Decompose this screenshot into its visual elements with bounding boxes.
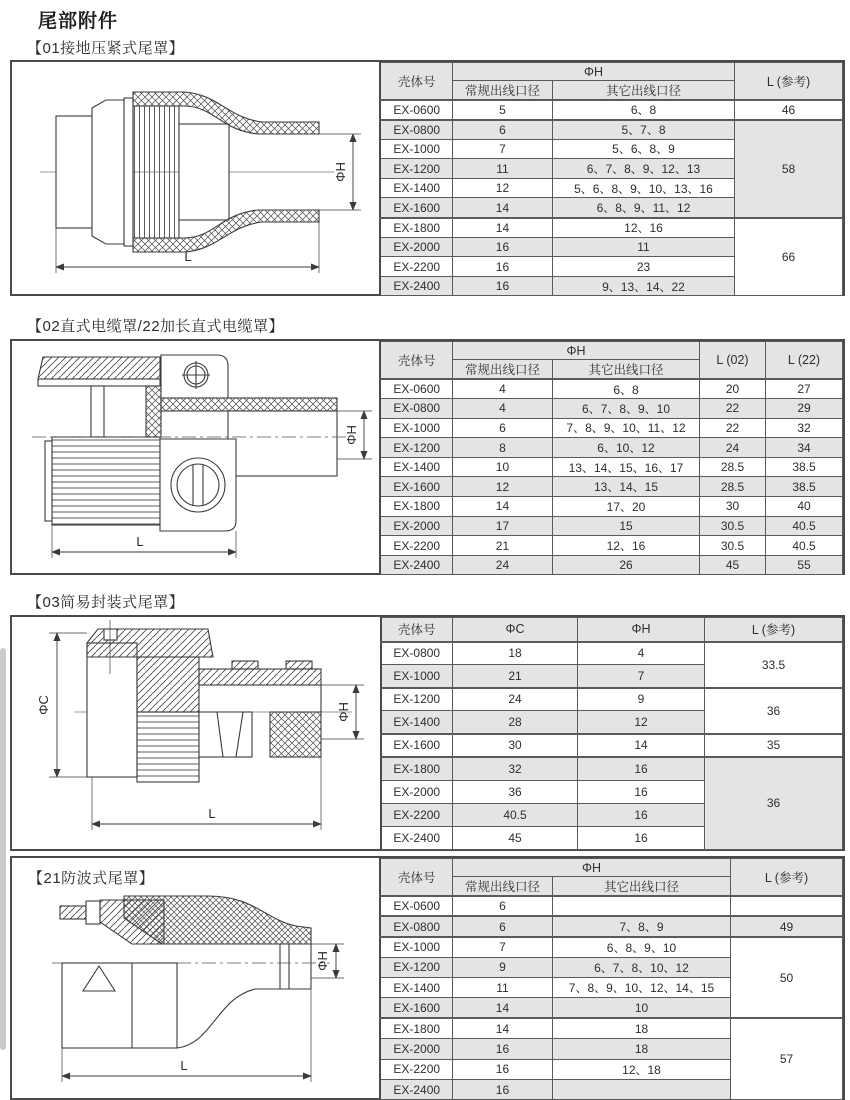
table-cell: 12、16: [552, 536, 699, 556]
table-cell: 6: [452, 120, 552, 140]
table-cell: 7、8、9: [552, 916, 730, 936]
table-cell: 49: [731, 916, 843, 936]
table-cell: 6、8、9、11、12: [552, 198, 734, 218]
table-row: [380, 536, 842, 556]
table-cell: 16: [452, 257, 552, 277]
table-cell: 58: [735, 120, 843, 218]
table-cell: EX-0800: [380, 916, 452, 936]
technical-drawing-01: [12, 62, 381, 294]
table-cell: EX-2200: [380, 1059, 452, 1079]
table-cell: EX-2400: [380, 555, 452, 575]
table-cell: 22: [700, 399, 766, 419]
table-cell: EX-1400: [380, 178, 452, 198]
table-row: [380, 418, 842, 438]
section-title-03: 【03简易封装式尾罩】: [27, 594, 185, 611]
table-header-row: [381, 618, 843, 642]
table-cell: 6、8: [552, 379, 699, 399]
table-cell: 6、7、8、9、12、13: [552, 159, 734, 179]
table-cell: 16: [452, 1080, 552, 1100]
dim-label-phi-c: ΦC: [36, 695, 51, 715]
table-cell: 29: [766, 399, 843, 419]
table-row: [380, 477, 842, 497]
table-cell: EX-1000: [381, 665, 453, 688]
table-cell: 36: [453, 780, 578, 803]
table-cell: EX-2200: [380, 257, 452, 277]
table-cell: 35: [705, 734, 843, 757]
section-title-01: 【01接地压紧式尾罩】: [27, 40, 185, 57]
table-cell: EX-1400: [381, 711, 453, 734]
column-header: L (参考): [705, 618, 843, 642]
table-cell: 9: [578, 688, 705, 711]
table-cell: 24: [700, 438, 766, 458]
table-cell: 14: [452, 497, 552, 517]
table-cell: 14: [452, 198, 552, 218]
table-cell: 40: [766, 497, 843, 517]
table-cell: 9: [452, 957, 552, 977]
column-header: 壳体号: [380, 63, 452, 101]
table-cell: 7、8、9、10、11、12: [552, 418, 699, 438]
table-cell: EX-1600: [380, 998, 452, 1018]
table-cell: 16: [578, 780, 705, 803]
table-row: [380, 555, 842, 575]
table-row: [380, 916, 842, 936]
table-cell: 22: [700, 418, 766, 438]
table-cell: 11: [452, 159, 552, 179]
technical-drawing-02: [12, 341, 381, 573]
table-cell: 32: [766, 418, 843, 438]
table-cell: EX-1400: [380, 457, 452, 477]
section-title-21: 【21防波式尾罩】: [28, 870, 155, 887]
table-cell: 27: [766, 379, 843, 399]
column-header: 常规出线口径: [452, 877, 552, 897]
table-cell: 16: [452, 1059, 552, 1079]
column-header: 常规出线口径: [452, 81, 552, 101]
table-cell: 12: [452, 178, 552, 198]
table-row: [380, 379, 842, 399]
table-row: [380, 457, 842, 477]
table-header-row: [380, 859, 842, 877]
table-cell: 12、18: [552, 1059, 730, 1079]
table-cell: EX-1800: [380, 1018, 452, 1038]
table-cell: EX-1600: [381, 734, 453, 757]
table-cell: 14: [452, 1018, 552, 1038]
table-cell: [731, 896, 843, 916]
table-cell: EX-1000: [380, 139, 452, 159]
table-cell: 57: [731, 1018, 843, 1100]
table-cell: 16: [578, 803, 705, 826]
dim-label-phi-h: ΦH: [315, 951, 330, 971]
table-cell: EX-0800: [381, 642, 453, 665]
table-cell: 4: [452, 379, 552, 399]
table-cell: 45: [700, 555, 766, 575]
column-header: ΦH: [452, 859, 730, 877]
table-row: [380, 399, 842, 419]
table-cell: 6、10、12: [552, 438, 699, 458]
table-row: [380, 218, 842, 238]
table-cell: EX-1800: [381, 757, 453, 780]
table-cell: EX-2000: [380, 516, 452, 536]
table-cell: 36: [705, 688, 843, 734]
section-title-02: 【02直式电缆罩/22加长直式电缆罩】: [27, 318, 285, 335]
table-cell: EX-2000: [380, 1039, 452, 1059]
column-header: L (02): [700, 342, 766, 380]
table-cell: 14: [578, 734, 705, 757]
dim-label-phi-h: ΦH: [344, 425, 359, 445]
table-cell: EX-1600: [380, 198, 452, 218]
table-cell: 36: [705, 757, 843, 849]
table-cell: 18: [552, 1039, 730, 1059]
table-cell: EX-1200: [381, 688, 453, 711]
table-row: [380, 896, 842, 916]
table-cell: 7: [452, 937, 552, 957]
table-cell: 38.5: [766, 477, 843, 497]
table-cell: 11: [452, 978, 552, 998]
column-header: L (22): [766, 342, 843, 380]
table-cell: EX-1200: [380, 957, 452, 977]
table-cell: 50: [731, 937, 843, 1019]
table-cell: 17、20: [552, 497, 699, 517]
table-cell: 7: [578, 665, 705, 688]
table-cell: 12、16: [552, 218, 734, 238]
data-table-03: [380, 617, 844, 850]
table-cell: 18: [552, 1018, 730, 1038]
column-header: ΦH: [452, 342, 699, 360]
table-cell: [552, 896, 730, 916]
data-table-02: [379, 341, 843, 575]
table-row: [381, 757, 843, 780]
table-cell: EX-1200: [380, 438, 452, 458]
table-row: [381, 688, 843, 711]
table-cell: 45: [453, 826, 578, 849]
table-cell: EX-1200: [380, 159, 452, 179]
table-cell: 5、6、8、9、10、13、16: [552, 178, 734, 198]
table-row: [380, 937, 842, 957]
table-cell: 24: [452, 555, 552, 575]
table-cell: 6、8、9、10: [552, 937, 730, 957]
table-cell: 21: [452, 536, 552, 556]
table-cell: 38.5: [766, 457, 843, 477]
column-header: L (参考): [731, 859, 843, 897]
table-cell: 10: [452, 457, 552, 477]
section-box-21: [10, 856, 845, 1100]
section-box-01: [10, 60, 845, 296]
table-cell: 28.5: [700, 457, 766, 477]
table-cell: EX-2400: [381, 826, 453, 849]
column-header: L (参考): [735, 63, 843, 101]
table-cell: 4: [578, 642, 705, 665]
table-cell: 26: [552, 555, 699, 575]
table-cell: 7: [452, 139, 552, 159]
table-cell: 23: [552, 257, 734, 277]
section-box-03: [10, 615, 845, 851]
table-cell: EX-2000: [380, 237, 452, 257]
table-cell: 8: [452, 438, 552, 458]
column-header: 常规出线口径: [452, 360, 552, 380]
table-cell: 16: [578, 757, 705, 780]
table-cell: 18: [453, 642, 578, 665]
table-cell: EX-2400: [380, 1080, 452, 1100]
column-header: 壳体号: [380, 859, 452, 897]
table-cell: 40.5: [766, 536, 843, 556]
table-cell: 6、8: [552, 100, 734, 120]
column-header: 其它出线口径: [552, 360, 699, 380]
table-cell: 14: [452, 218, 552, 238]
table-cell: 32: [453, 757, 578, 780]
table-cell: 10: [552, 998, 730, 1018]
table-cell: 16: [452, 1039, 552, 1059]
column-header: 壳体号: [381, 618, 453, 642]
section-box-02: [10, 339, 845, 575]
table-row: [380, 120, 842, 140]
table-cell: 6、7、8、9、10: [552, 399, 699, 419]
table-cell: 33.5: [705, 642, 843, 688]
table-cell: 55: [766, 555, 843, 575]
table-cell: 5、7、8: [552, 120, 734, 140]
column-header: 其它出线口径: [552, 877, 730, 897]
dim-label-phi-h: ΦH: [333, 162, 348, 182]
table-cell: 24: [453, 688, 578, 711]
dim-label-l: L: [208, 806, 216, 821]
dim-label-l: L: [184, 249, 192, 264]
table-cell: 16: [452, 276, 552, 296]
table-cell: [552, 1080, 730, 1100]
table-cell: 12: [452, 477, 552, 497]
technical-drawing-03: [12, 617, 381, 849]
table-cell: EX-0600: [380, 379, 452, 399]
table-cell: EX-0800: [380, 399, 452, 419]
table-cell: EX-1600: [380, 477, 452, 497]
table-row: [380, 438, 842, 458]
table-cell: 20: [700, 379, 766, 399]
table-cell: 30.5: [700, 516, 766, 536]
table-cell: EX-1800: [380, 497, 452, 517]
table-header-row: [380, 342, 842, 360]
table-cell: 5、6、8、9: [552, 139, 734, 159]
page-edge-shadow: [0, 648, 6, 1050]
table-cell: 6: [452, 896, 552, 916]
table-cell: EX-1000: [380, 418, 452, 438]
table-cell: 30: [700, 497, 766, 517]
table-cell: 4: [452, 399, 552, 419]
table-cell: 28: [453, 711, 578, 734]
data-table-01: [379, 62, 843, 296]
table-row: [380, 1018, 842, 1038]
table-cell: EX-2000: [381, 780, 453, 803]
table-cell: 17: [452, 516, 552, 536]
table-header-row: [380, 63, 842, 81]
table-cell: 11: [552, 237, 734, 257]
page-title: 尾部附件: [38, 11, 119, 32]
table-cell: 46: [735, 100, 843, 120]
technical-drawing-21: [12, 858, 381, 1098]
table-row: [381, 734, 843, 757]
table-cell: 14: [452, 998, 552, 1018]
column-header: ΦC: [453, 618, 578, 642]
dim-label-l: L: [180, 1058, 188, 1073]
column-header: 壳体号: [380, 342, 452, 380]
table-cell: 13、14、15、16、17: [552, 457, 699, 477]
table-cell: 40.5: [766, 516, 843, 536]
table-cell: EX-1000: [380, 937, 452, 957]
table-cell: 13、14、15: [552, 477, 699, 497]
table-cell: EX-0800: [380, 120, 452, 140]
table-cell: 21: [453, 665, 578, 688]
column-header: ΦH: [452, 63, 734, 81]
table-row: [380, 497, 842, 517]
table-cell: 34: [766, 438, 843, 458]
table-cell: 12: [578, 711, 705, 734]
data-table-21: [379, 858, 843, 1100]
table-cell: 9、13、14、22: [552, 276, 734, 296]
table-cell: 6、7、8、10、12: [552, 957, 730, 977]
table-cell: EX-0600: [380, 896, 452, 916]
table-cell: EX-2200: [381, 803, 453, 826]
dim-label-phi-h: ΦH: [336, 702, 351, 722]
table-row: [380, 516, 842, 536]
table-row: [381, 642, 843, 665]
table-cell: 66: [735, 218, 843, 296]
column-header: ΦH: [578, 618, 705, 642]
table-cell: EX-2200: [380, 536, 452, 556]
table-cell: EX-0600: [380, 100, 452, 120]
table-cell: 16: [578, 826, 705, 849]
table-cell: 40.5: [453, 803, 578, 826]
table-row: [380, 100, 842, 120]
table-cell: 30: [453, 734, 578, 757]
column-header: 其它出线口径: [552, 81, 734, 101]
table-cell: 16: [452, 237, 552, 257]
table-cell: EX-1400: [380, 978, 452, 998]
table-cell: 6: [452, 418, 552, 438]
table-cell: 7、8、9、10、12、14、15: [552, 978, 730, 998]
table-cell: EX-2400: [380, 276, 452, 296]
dim-label-l: L: [136, 534, 144, 549]
table-cell: 6: [452, 916, 552, 936]
table-cell: 15: [552, 516, 699, 536]
table-cell: 5: [452, 100, 552, 120]
table-cell: EX-1800: [380, 218, 452, 238]
table-cell: 28.5: [700, 477, 766, 497]
table-cell: 30.5: [700, 536, 766, 556]
